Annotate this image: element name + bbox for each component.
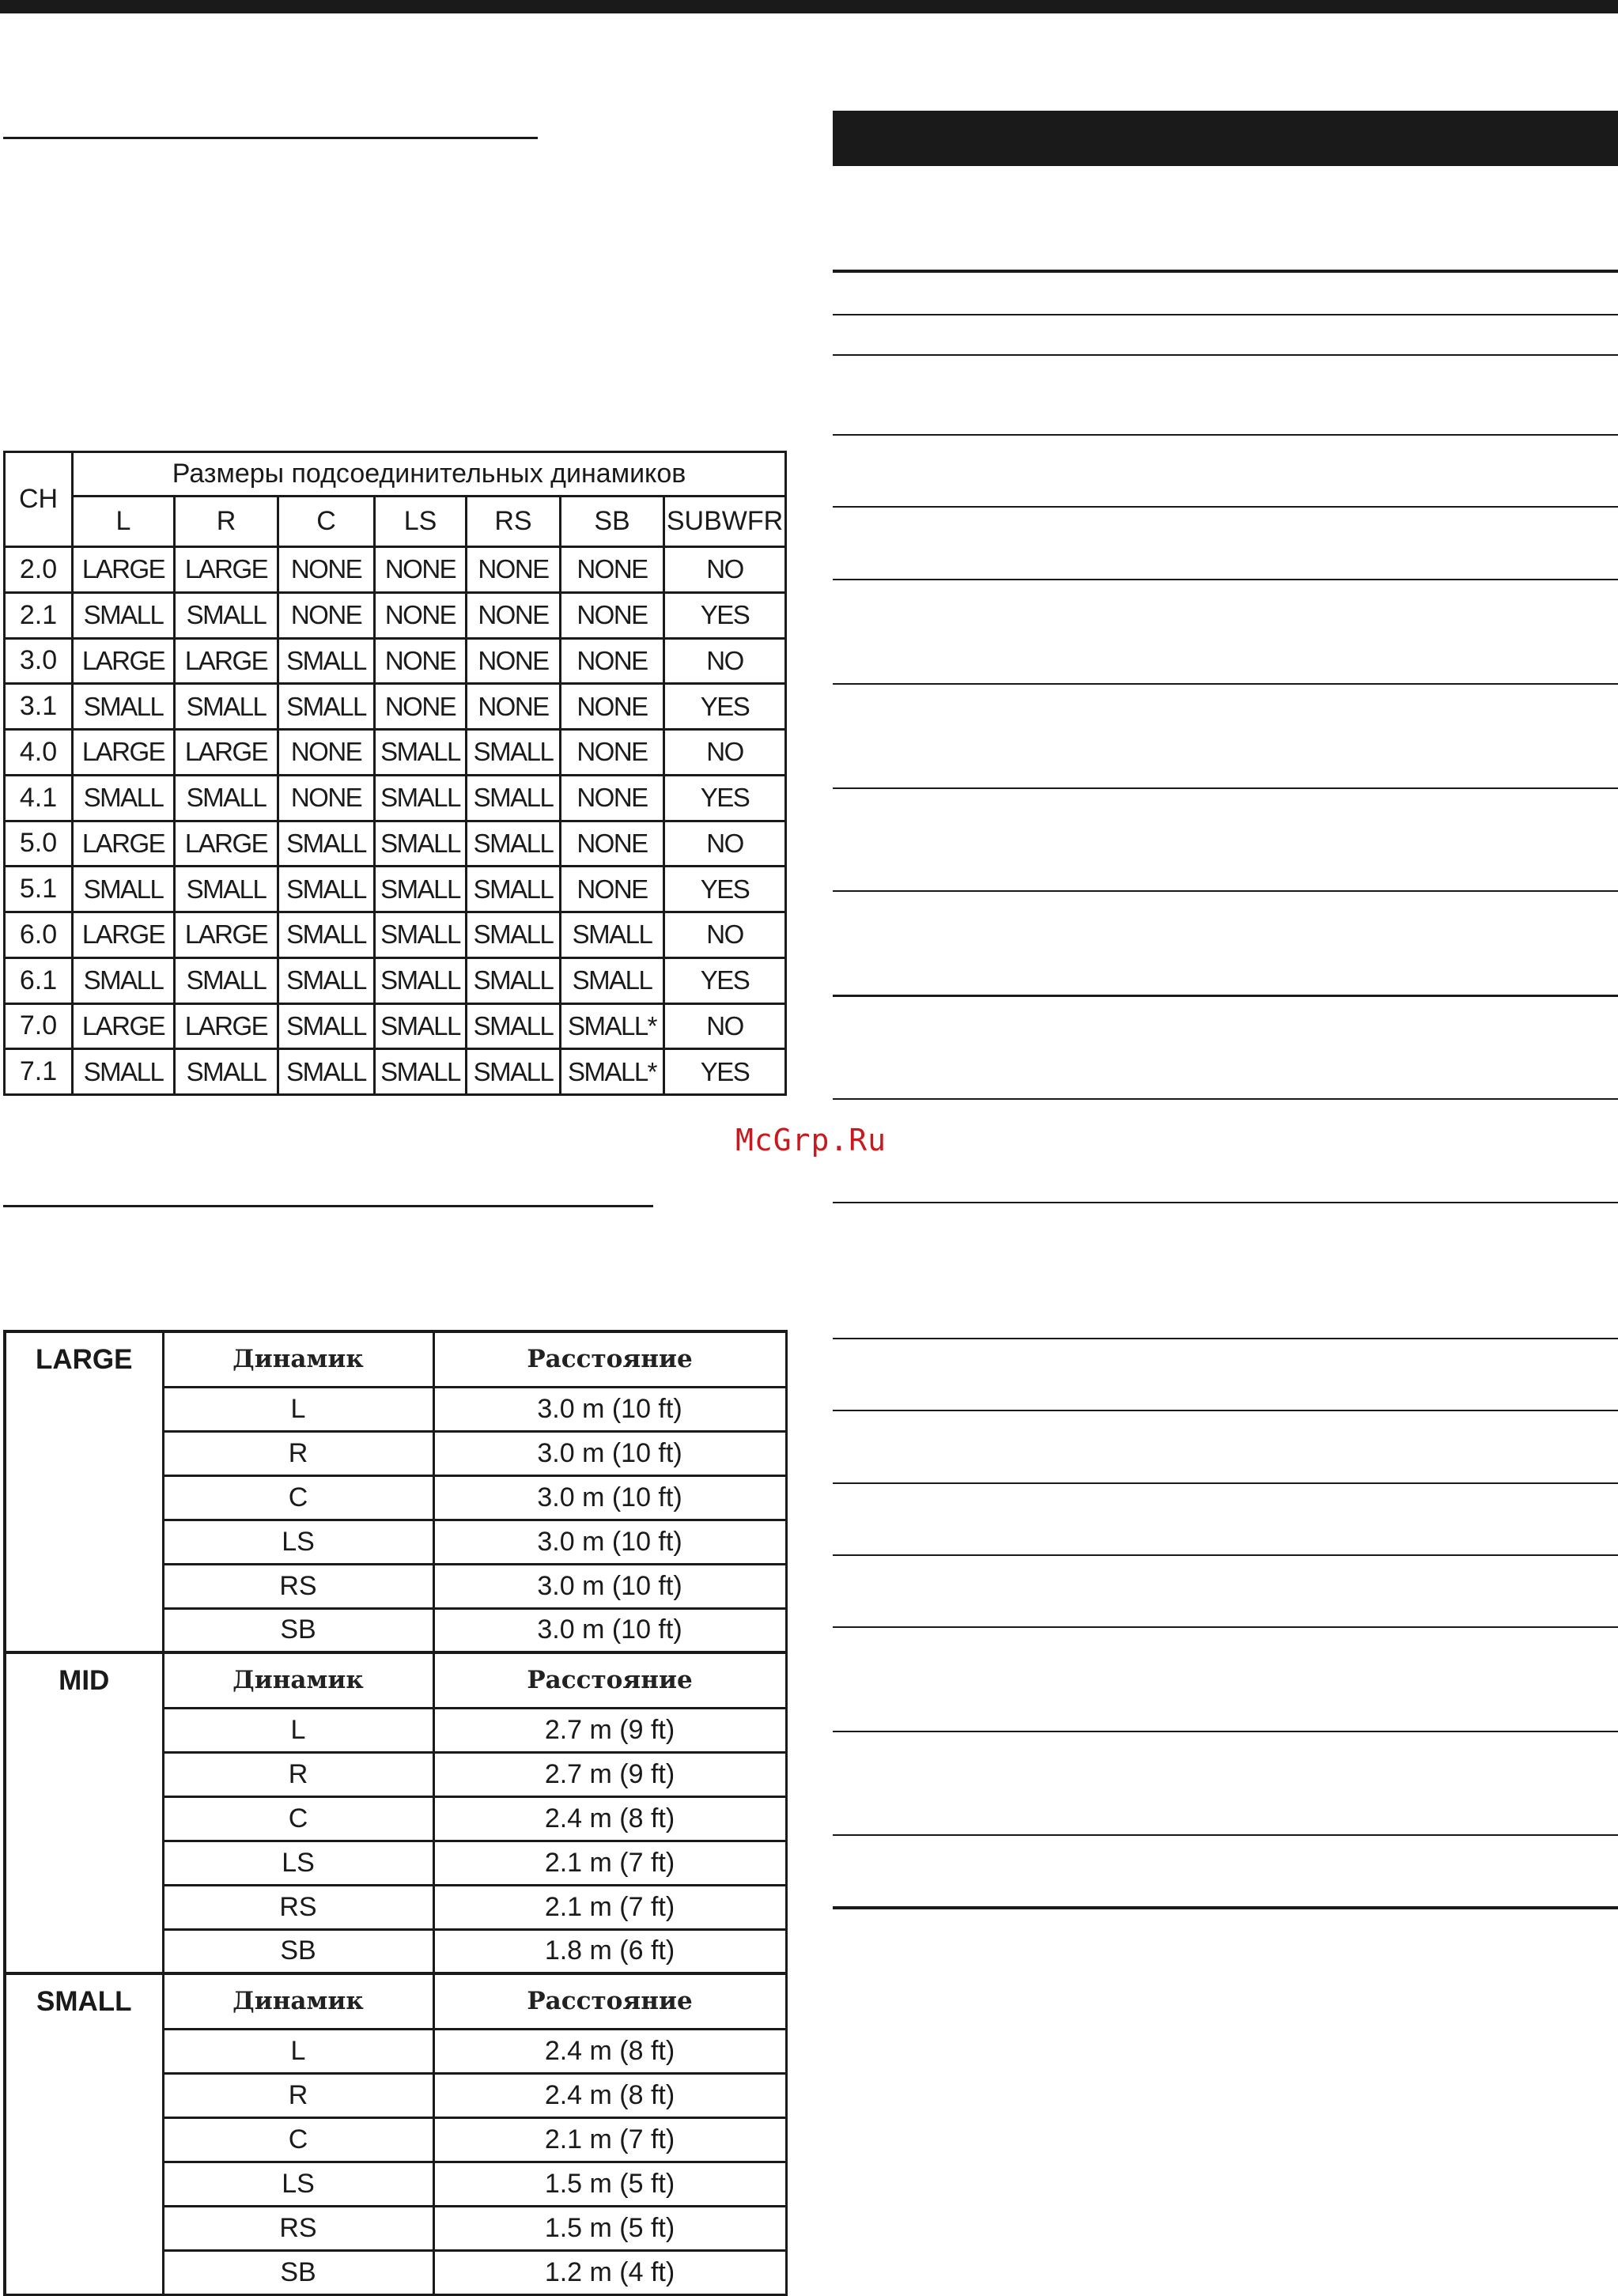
table-cell: NONE	[561, 775, 664, 821]
distance-cell: 1.5 m (5 ft)	[433, 2206, 786, 2250]
table-cell: SMALL	[375, 730, 467, 776]
ch-cell: 6.1	[5, 957, 73, 1003]
distance-cell: 2.1 m (7 ft)	[433, 2117, 786, 2162]
table-cell: SMALL	[175, 775, 278, 821]
table-cell: SMALL	[278, 1049, 375, 1095]
right-column-rule	[833, 1338, 1618, 1339]
watermark: McGrp.Ru	[735, 1123, 887, 1157]
ch-cell: 3.1	[5, 684, 73, 730]
speaker-cell: RS	[163, 2206, 433, 2250]
distance-cell: 3.0 m (10 ft)	[433, 1387, 786, 1431]
table-cell: NONE	[561, 592, 664, 638]
column-header: SUBWFR	[664, 497, 786, 547]
group-name: MID	[5, 1652, 163, 1973]
table-cell: YES	[664, 592, 786, 638]
right-column-rule	[833, 787, 1618, 789]
table-cell: SMALL	[375, 957, 467, 1003]
table-cell: NONE	[278, 547, 375, 593]
table-cell: YES	[664, 775, 786, 821]
table-cell: NONE	[278, 775, 375, 821]
table-cell: SMALL	[73, 775, 175, 821]
table-row	[5, 1049, 786, 1095]
right-column-rule	[833, 683, 1618, 685]
ch-cell: 7.0	[5, 1003, 73, 1049]
speaker-cell: L	[163, 2029, 433, 2073]
table-cell: SMALL	[467, 1049, 561, 1095]
right-column-rule	[833, 579, 1618, 580]
right-column-rule	[833, 1906, 1618, 1909]
ch-cell: 2.1	[5, 592, 73, 638]
group-header-row	[5, 1331, 786, 1387]
table-row	[5, 684, 786, 730]
speaker-cell: R	[163, 1752, 433, 1796]
table-cell: SMALL	[278, 684, 375, 730]
table-cell: SMALL	[278, 821, 375, 867]
distance-cell: 2.7 m (9 ft)	[433, 1752, 786, 1796]
distance-cell: 1.2 m (4 ft)	[433, 2250, 786, 2294]
table-cell: NO	[664, 912, 786, 958]
right-column-rule	[833, 1731, 1618, 1732]
table-cell: LARGE	[175, 912, 278, 958]
ch-cell: 2.0	[5, 547, 73, 593]
table-cell: YES	[664, 867, 786, 912]
speaker-cell: SB	[163, 1929, 433, 1973]
table-cell: SMALL	[375, 1003, 467, 1049]
table-cell: SMALL	[375, 867, 467, 912]
distance-column-header: Расстояние	[433, 1652, 786, 1708]
speaker-cell: R	[163, 2073, 433, 2117]
table-cell: SMALL	[375, 912, 467, 958]
distance-cell: 3.0 m (10 ft)	[433, 1431, 786, 1475]
table-cell: SMALL	[561, 912, 664, 958]
table-row	[5, 821, 786, 867]
table-cell: NONE	[278, 730, 375, 776]
group-name: SMALL	[5, 1973, 163, 2294]
column-header: LS	[375, 497, 467, 547]
column-header: C	[278, 497, 375, 547]
distance-cell: 1.8 m (6 ft)	[433, 1929, 786, 1973]
group-header-row	[5, 1973, 786, 2029]
table-cell: SMALL	[73, 867, 175, 912]
distance-cell: 2.1 m (7 ft)	[433, 1841, 786, 1885]
right-column-rule	[833, 1410, 1618, 1411]
table-cell: LARGE	[73, 821, 175, 867]
table-cell: NONE	[375, 638, 467, 684]
ch-cell: 4.0	[5, 730, 73, 776]
distance-column-header: Расстояние	[433, 1973, 786, 2029]
table-row	[5, 912, 786, 958]
ch-cell: 3.0	[5, 638, 73, 684]
table-cell: SMALL	[467, 1003, 561, 1049]
distance-cell: 3.0 m (10 ft)	[433, 1608, 786, 1652]
table-cell: SMALL	[73, 1049, 175, 1095]
table-cell: NONE	[375, 684, 467, 730]
table-cell: SMALL	[467, 821, 561, 867]
table-cell: NONE	[375, 547, 467, 593]
left-heading-rule-1	[3, 137, 538, 139]
right-column-rule	[833, 995, 1618, 997]
speaker-cell: LS	[163, 1520, 433, 1564]
speaker-cell: LS	[163, 2162, 433, 2206]
table-cell: LARGE	[175, 547, 278, 593]
speaker-config-table	[3, 451, 787, 1096]
table-cell: SMALL	[175, 867, 278, 912]
column-header: R	[175, 497, 278, 547]
speaker-cell: C	[163, 1475, 433, 1520]
right-column-rule	[833, 1626, 1618, 1628]
speaker-cell: LS	[163, 1841, 433, 1885]
right-column-rule	[833, 1098, 1618, 1100]
right-column-rule	[833, 434, 1618, 436]
speaker-cell: RS	[163, 1564, 433, 1608]
speaker-cell: L	[163, 1708, 433, 1752]
distance-cell: 2.1 m (7 ft)	[433, 1885, 786, 1929]
group-name: LARGE	[5, 1331, 163, 1652]
speaker-cell: RS	[163, 1885, 433, 1929]
table-cell: NONE	[467, 638, 561, 684]
right-column-rule	[833, 1554, 1618, 1556]
table-cell: SMALL	[175, 592, 278, 638]
table-cell: SMALL	[73, 684, 175, 730]
table-cell: SMALL*	[561, 1003, 664, 1049]
table-cell: SMALL	[278, 957, 375, 1003]
table-cell: SMALL	[278, 638, 375, 684]
distance-cell: 2.4 m (8 ft)	[433, 2073, 786, 2117]
table-cell: SMALL	[278, 912, 375, 958]
table-row	[5, 547, 786, 593]
speaker-cell: SB	[163, 2250, 433, 2294]
table-cell: SMALL	[73, 592, 175, 638]
table-cell: SMALL	[467, 957, 561, 1003]
distance-cell: 1.5 m (5 ft)	[433, 2162, 786, 2206]
table-cell: SMALL	[278, 867, 375, 912]
table-cell: SMALL	[375, 775, 467, 821]
table-cell: SMALL*	[561, 1049, 664, 1095]
page-top-bar	[0, 0, 1618, 13]
table-row	[5, 638, 786, 684]
column-header: L	[73, 497, 175, 547]
table-cell: SMALL	[175, 957, 278, 1003]
table-cell: NONE	[375, 592, 467, 638]
table-cell: NONE	[561, 821, 664, 867]
speaker-cell: SB	[163, 1608, 433, 1652]
table-cell: SMALL	[175, 684, 278, 730]
distance-cell: 3.0 m (10 ft)	[433, 1564, 786, 1608]
speaker-cell: R	[163, 1431, 433, 1475]
table-cell: NONE	[467, 547, 561, 593]
table-cell: NO	[664, 638, 786, 684]
right-column-rule	[833, 314, 1618, 315]
table-cell: SMALL	[467, 730, 561, 776]
table-cell: SMALL	[375, 821, 467, 867]
right-column-rule	[833, 890, 1618, 892]
table-cell: NONE	[561, 684, 664, 730]
speaker-cell: L	[163, 1387, 433, 1431]
table-cell: NO	[664, 730, 786, 776]
right-column-rule	[833, 506, 1618, 508]
table-cell: LARGE	[73, 730, 175, 776]
distance-cell: 3.0 m (10 ft)	[433, 1475, 786, 1520]
distance-cell: 2.4 m (8 ft)	[433, 2029, 786, 2073]
table-cell: NONE	[467, 592, 561, 638]
table-row	[5, 867, 786, 912]
table-cell: SMALL	[561, 957, 664, 1003]
table-row	[5, 592, 786, 638]
table-cell: LARGE	[175, 821, 278, 867]
ch-header: CH	[5, 452, 73, 547]
table-cell: SMALL	[175, 1049, 278, 1095]
table-row	[5, 957, 786, 1003]
table-row	[5, 1003, 786, 1049]
table-row	[5, 775, 786, 821]
table-cell: SMALL	[467, 775, 561, 821]
table-cell: NONE	[561, 730, 664, 776]
table-cell: YES	[664, 684, 786, 730]
ch-cell: 5.1	[5, 867, 73, 912]
table-cell: LARGE	[175, 638, 278, 684]
ch-cell: 7.1	[5, 1049, 73, 1095]
right-column-rule	[833, 1482, 1618, 1484]
right-column-rule	[833, 1834, 1618, 1836]
speaker-column-header: Динамик	[163, 1973, 433, 2029]
table-cell: YES	[664, 957, 786, 1003]
ch-cell: 6.0	[5, 912, 73, 958]
table-cell: LARGE	[73, 547, 175, 593]
table-cell: NO	[664, 547, 786, 593]
ch-cell: 5.0	[5, 821, 73, 867]
table-cell: NO	[664, 1003, 786, 1049]
table-cell: NONE	[467, 684, 561, 730]
table-cell: SMALL	[73, 957, 175, 1003]
table-cell: NONE	[561, 867, 664, 912]
table-cell: LARGE	[73, 912, 175, 958]
right-column-rule	[833, 1202, 1618, 1203]
table-cell: NONE	[561, 638, 664, 684]
ch-cell: 4.1	[5, 775, 73, 821]
right-column-rule	[833, 270, 1618, 273]
column-header: SB	[561, 497, 664, 547]
speaker-sizes-header: Размеры подсоединительных динамиков	[73, 452, 786, 497]
table-row	[5, 730, 786, 776]
distance-cell: 3.0 m (10 ft)	[433, 1520, 786, 1564]
table-cell: SMALL	[467, 912, 561, 958]
left-heading-rule-2	[3, 1205, 653, 1207]
table-cell: LARGE	[73, 1003, 175, 1049]
distance-cell: 2.7 m (9 ft)	[433, 1708, 786, 1752]
right-column-rule	[833, 354, 1618, 356]
speaker-cell: C	[163, 1796, 433, 1841]
table-cell: NO	[664, 821, 786, 867]
table-cell: NONE	[278, 592, 375, 638]
table-cell: LARGE	[175, 1003, 278, 1049]
column-header: RS	[467, 497, 561, 547]
table-cell: SMALL	[375, 1049, 467, 1095]
speaker-cell: C	[163, 2117, 433, 2162]
speaker-column-header: Динамик	[163, 1652, 433, 1708]
distance-cell: 2.4 m (8 ft)	[433, 1796, 786, 1841]
table-cell: LARGE	[73, 638, 175, 684]
speaker-distance-table	[3, 1330, 788, 2296]
table-cell: YES	[664, 1049, 786, 1095]
speaker-column-header: Динамик	[163, 1331, 433, 1387]
table-cell: LARGE	[175, 730, 278, 776]
group-header-row	[5, 1652, 786, 1708]
table-cell: NONE	[561, 547, 664, 593]
distance-column-header: Расстояние	[433, 1331, 786, 1387]
table-cell: SMALL	[467, 867, 561, 912]
table-cell: SMALL	[278, 1003, 375, 1049]
section-heading-bar	[833, 111, 1618, 166]
